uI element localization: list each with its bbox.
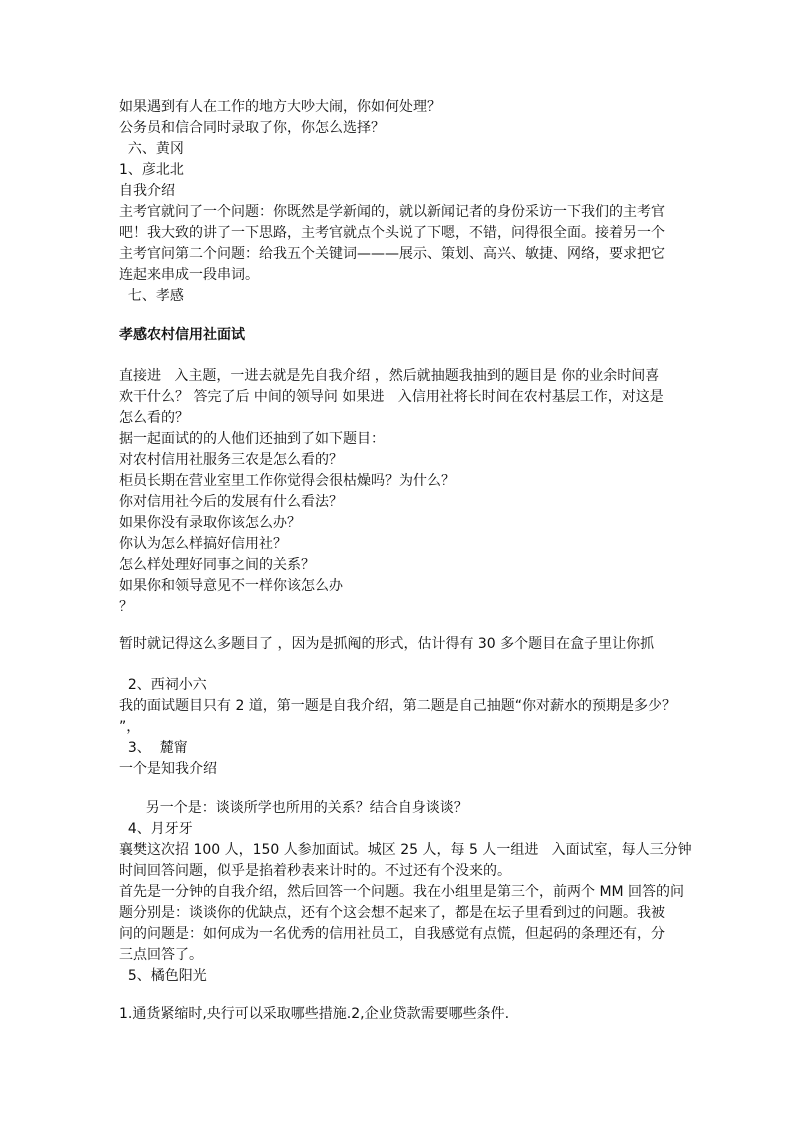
- text-line: 公务员和信合同时录取了你，你怎么选择？: [119, 120, 385, 136]
- section-heading: 2、西祠小六: [119, 677, 207, 693]
- text-line: 1、彦北北: [119, 162, 184, 178]
- text-line: 如果你没有录取你该怎么办？: [119, 515, 301, 531]
- text-line: 题分别是：谈谈你的优缺点，还有个这会想不起来了，都是在坛子里看到过的问题。我被: [119, 905, 665, 921]
- text-line: 一个是知我介绍: [119, 761, 217, 777]
- text-line: 1.通货紧缩时,央行可以采取哪些措施.2,企业贷款需要哪些条件.: [119, 1006, 510, 1022]
- text-line: 自我介绍: [119, 183, 175, 199]
- section-heading: 3、 麓甯: [119, 740, 188, 756]
- text-line: 吧！我大致的讲了一下思路，主考官就点个头说了下嗯，不错，问得很全面。接着另一个: [119, 225, 665, 241]
- article-title: 孝感农村信用社面试: [119, 327, 245, 343]
- text-line: 你对信用社今后的发展有什么看法？: [119, 494, 343, 510]
- text-line: 如果遇到有人在工作的地方大吵大闹，你如何处理？: [119, 99, 441, 115]
- text-line: 首先是一分钟的自我介绍，然后回答一个问题。我在小组里是第三个，前两个 MM 回答的问: [119, 884, 685, 900]
- text-line: 柜员长期在营业室里工作你觉得会很枯燥吗？为什么？: [119, 473, 455, 489]
- text-line: 怎么看的？: [119, 410, 189, 426]
- text-line: 主考官问第二个问题：给我五个关键词———展示、策划、高兴、敏捷、网络，要求把它: [119, 246, 665, 262]
- text-line: 如果你和领导意见不一样你该怎么办: [119, 578, 343, 594]
- text-line: 问的问题是：如何成为一名优秀的信用社员工，自我感觉有点慌，但起码的条理还有，分: [119, 926, 665, 942]
- section-heading: 七、孝感: [119, 288, 184, 304]
- text-line: ？: [119, 599, 133, 615]
- text-line: ”，: [119, 719, 141, 735]
- text-line: 怎么样处理好同事之间的关系？: [119, 557, 315, 573]
- text-line: 另一个是：谈谈所学也所用的关系？结合自身谈谈？: [119, 800, 468, 816]
- section-heading: 六、黄冈: [119, 141, 184, 157]
- text-line: 暂时就记得这么多题目了 ，因为是抓阄的形式，估计得有 30 多个题目在盒子里让你抓: [119, 636, 655, 652]
- text-line: 直接进 入主题，一进去就是先自我介绍 ，然后就抽题我抽到的题目是 你的业余时间喜: [119, 368, 660, 384]
- text-line: 据一起面试的的人他们还抽到了如下题目：: [119, 431, 385, 447]
- text-line: 时间回答问题，似乎是掐着秒表来计时的。不过还有个没来的。: [119, 863, 511, 879]
- text-line: 连起来串成一段串词。: [119, 267, 259, 283]
- text-line: 欢干什么？ 答完了后 中间的领导问 如果进 入信用社将长时间在农村基层工作，对这是: [119, 389, 664, 405]
- text-line: 对农村信用社服务三农是怎么看的？: [119, 452, 343, 468]
- text-line: 主考官就问了一个问题：你既然是学新闻的，就以新闻记者的身份采访一下我们的主考官: [119, 204, 665, 220]
- text-line: 我的面试题目只有 2 道，第一题是自我介绍，第二题是自己抽题“你对薪水的预期是多少？: [119, 698, 677, 714]
- section-heading: 5、橘色阳光: [119, 968, 207, 984]
- text-line: 三点回答了。: [119, 947, 203, 963]
- text-line: 襄樊这次招 100 人，150 人参加面试。城区 25 人，每 5 人一组进 入面试室，每人三分钟: [119, 842, 692, 858]
- text-line: 你认为怎么样搞好信用社？: [119, 536, 287, 552]
- section-heading: 4、月牙牙: [119, 821, 193, 837]
